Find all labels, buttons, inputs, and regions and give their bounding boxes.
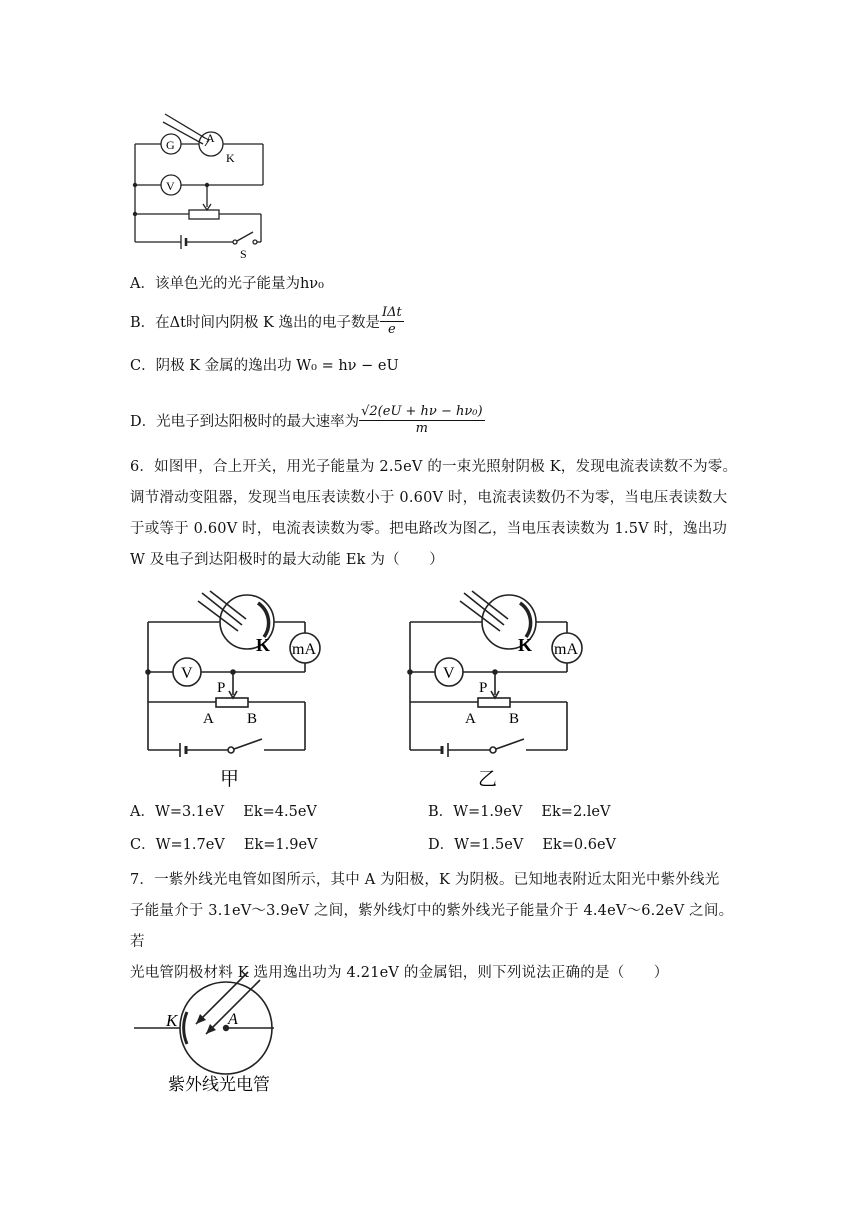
- galvanometer-label: G: [166, 138, 175, 152]
- cathode-label: K: [256, 635, 271, 655]
- cathode-label: K: [226, 151, 235, 165]
- voltmeter-label: V: [166, 179, 175, 193]
- q6-option-a[interactable]: A．W=3.1eV Ek=4.5eV: [130, 804, 317, 820]
- q6-stem-line-1: 6．如图甲，合上开关，用光子能量为 2.5eV 的一束光照射阴极 K，发现电流表读数不为零。: [130, 459, 738, 475]
- milliammeter-label: mA: [554, 641, 578, 658]
- voltmeter-label: V: [443, 665, 455, 682]
- fraction-denominator: e: [388, 321, 396, 337]
- q6-stem-line-4: W 及电子到达阳极时的最大动能 Ek 为（ ）: [130, 552, 444, 568]
- q6-stem: [130, 452, 740, 576]
- q6-option-c[interactable]: C．W=1.7eV Ek=1.9eV: [130, 837, 318, 853]
- q6-option-d[interactable]: D．W=1.5eV Ek=0.6eV: [428, 837, 617, 853]
- switch-label: S: [240, 247, 247, 260]
- slider-p-label: P: [217, 680, 226, 696]
- q6-stem-line-3: 于或等于 0.60V 时，电流表读数为零。把电路改为图乙，当电压表读数为 1.5V 时，逸出功: [130, 521, 728, 537]
- q6-circuit-figure-right: [402, 585, 592, 790]
- fraction-numerator: IΔt: [382, 304, 402, 320]
- voltmeter-label: V: [181, 665, 193, 682]
- cathode-label: K: [166, 1011, 178, 1030]
- milliammeter-label: mA: [292, 641, 316, 658]
- figure-caption-left: 甲: [220, 769, 240, 790]
- q7-stem-line-3: 光电管阴极材料 K 选用逸出功为 4.21eV 的金属铝，则下列说法正确的是（ ）: [130, 965, 669, 981]
- anode-label: A: [228, 1011, 238, 1028]
- q5-option-d-text: D．光电子到达阳极时的最大速率为: [130, 413, 360, 430]
- q5-option-a[interactable]: A．该单色光的光子能量为hν₀: [130, 276, 324, 292]
- slider-p-label: P: [479, 680, 488, 696]
- q6-stem-line-2: 调节滑动变阻器，发现当电压表读数小于 0.60V 时，电流表读数仍不为零，当电压表读数大: [130, 490, 728, 506]
- anode-label: A: [206, 131, 215, 145]
- terminal-b-label: B: [509, 711, 520, 727]
- fraction-numerator: √2(eU + hν − hν₀): [361, 403, 483, 419]
- q5-option-c[interactable]: C．阴极 K 金属的逸出功 W₀ = hν − eU: [130, 358, 399, 374]
- q7-phototube-figure: [130, 968, 290, 1098]
- q7-stem-line-1: 7．一紫外线光电管如图所示，其中 A 为阳极，K 为阴极。已知地表附近太阳光中紫外线光: [130, 872, 720, 888]
- q5-option-d[interactable]: [130, 399, 485, 441]
- q5-option-d-fraction: [359, 404, 484, 437]
- q6-circuit-figure-left: [140, 585, 330, 790]
- phototube-caption: 紫外线光电管: [168, 1075, 270, 1094]
- q5-option-b[interactable]: [130, 303, 404, 339]
- q7-stem-line-2: 子能量介于 3.1eV～3.9eV 之间，紫外线灯中的紫外线光子能量介于 4.4eV～6.2eV 之间。若: [130, 903, 734, 950]
- q5-circuit-figure: [125, 110, 275, 260]
- figure-caption-right: 乙: [478, 769, 498, 790]
- cathode-label: K: [518, 635, 533, 655]
- q5-option-b-fraction: [380, 305, 404, 338]
- terminal-a-label: A: [465, 711, 476, 727]
- terminal-a-label: A: [203, 711, 214, 727]
- fraction-denominator: m: [415, 420, 428, 436]
- terminal-b-label: B: [247, 711, 258, 727]
- q5-option-b-text: B．在Δt时间内阴极 K 逸出的电子数是: [130, 314, 381, 331]
- q6-option-b[interactable]: B．W=1.9eV Ek=2.leV: [428, 804, 611, 820]
